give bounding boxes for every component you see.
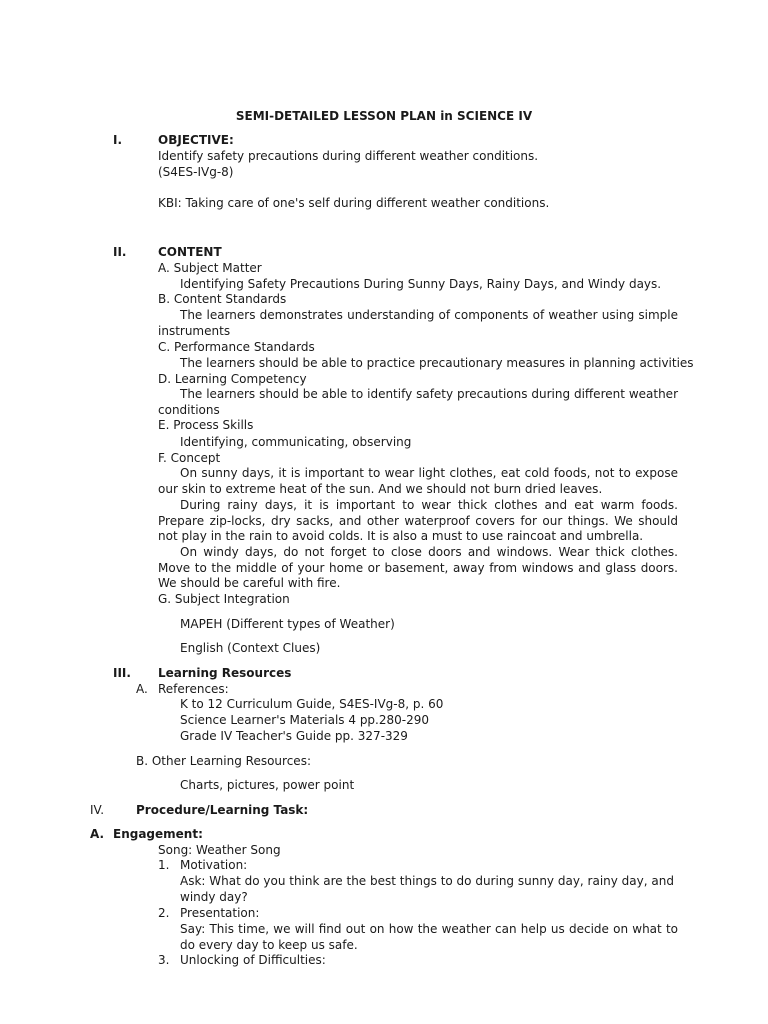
engagement-number: A. xyxy=(90,827,105,841)
motivation-label: Motivation: xyxy=(180,858,248,872)
references-label: References: xyxy=(158,682,229,696)
other-resources-label: B. Other Learning Resources: xyxy=(136,754,311,768)
performance-standards-label: C. Performance Standards xyxy=(158,340,315,354)
process-skills-text: Identifying, communicating, observing xyxy=(180,435,412,449)
concept-label: F. Concept xyxy=(158,451,221,465)
engagement-heading: Engagement: xyxy=(113,827,203,841)
document-title: SEMI-DETAILED LESSON PLAN in SCIENCE IV xyxy=(235,109,533,123)
section-number-resources: III. xyxy=(113,666,131,680)
list-item-number: 1. xyxy=(158,858,170,872)
reference-item: Science Learner's Materials 4 pp.280-290 xyxy=(180,713,430,727)
objective-kbi: KBI: Taking care of one's self during different weather conditions. xyxy=(158,196,550,210)
subject-integration-label: G. Subject Integration xyxy=(158,592,290,606)
learning-competency-label: D. Learning Competency xyxy=(158,372,307,386)
section-number-procedure: IV. xyxy=(90,803,105,817)
objective-code: (S4ES-IVg-8) xyxy=(158,165,234,179)
learning-competency-text: The learners should be able to identify safety precautions during different weather conditions xyxy=(158,387,678,417)
process-skills-label: E. Process Skills xyxy=(158,418,254,432)
section-heading-resources: Learning Resources xyxy=(158,666,292,680)
section-number-content: II. xyxy=(113,245,127,259)
section-heading-objective: OBJECTIVE: xyxy=(158,133,234,147)
integration-item-mapeh: MAPEH (Different types of Weather) xyxy=(180,617,395,631)
section-number-objective: I. xyxy=(113,133,123,147)
presentation-text: Say: This time, we will find out on how the weather can help us decide on what to do every day to keep us safe. xyxy=(180,922,678,952)
integration-item-english: English (Context Clues) xyxy=(180,641,321,655)
presentation-label: Presentation: xyxy=(180,906,260,920)
content-standards-text: The learners demonstrates understanding of components of weather using simple instruments xyxy=(158,308,678,338)
reference-item: Grade IV Teacher's Guide pp. 327-329 xyxy=(180,729,408,743)
concept-sunny-paragraph: On sunny days, it is important to wear light clothes, eat cold foods, not to expose our skin to extreme heat of the sun. And we should not burn dried leaves. xyxy=(158,466,678,496)
reference-item: K to 12 Curriculum Guide, S4ES-IVg-8, p. 60 xyxy=(180,697,444,711)
motivation-text: Ask: What do you think are the best things to do during sunny day, rainy day, and windy day? xyxy=(180,874,674,904)
references-number: A. xyxy=(136,682,148,696)
section-heading-content: CONTENT xyxy=(158,245,222,259)
concept-rainy-paragraph: During rainy days, it is important to wear thick clothes and eat warm foods. Prepare zip-locks, dry sacks, and other waterproof covers for our things. We should not play in the rain to avoid colds. It is also a must to use raincoat and umbrella. xyxy=(158,498,678,544)
performance-standards-text: The learners should be able to practice precautionary measures in planning activities xyxy=(180,356,694,370)
subject-matter-text: Identifying Safety Precautions During Sunny Days, Rainy Days, and Windy days. xyxy=(180,277,662,291)
list-item-number: 2. xyxy=(158,906,170,920)
content-standards-label: B. Content Standards xyxy=(158,292,287,306)
concept-windy-paragraph: On windy days, do not forget to close doors and windows. Wear thick clothes. Move to the middle of your home or basement, away from windows and glass doors. We should be careful with fire. xyxy=(158,545,678,591)
unlocking-difficulties-label: Unlocking of Difficulties: xyxy=(180,953,326,967)
other-resources-text: Charts, pictures, power point xyxy=(180,778,355,792)
objective-text: Identify safety precautions during different weather conditions. xyxy=(158,149,539,163)
section-heading-procedure: Procedure/Learning Task: xyxy=(136,803,309,817)
subject-matter-label: A. Subject Matter xyxy=(158,261,262,275)
list-item-number: 3. xyxy=(158,953,170,967)
engagement-song: Song: Weather Song xyxy=(158,843,281,857)
